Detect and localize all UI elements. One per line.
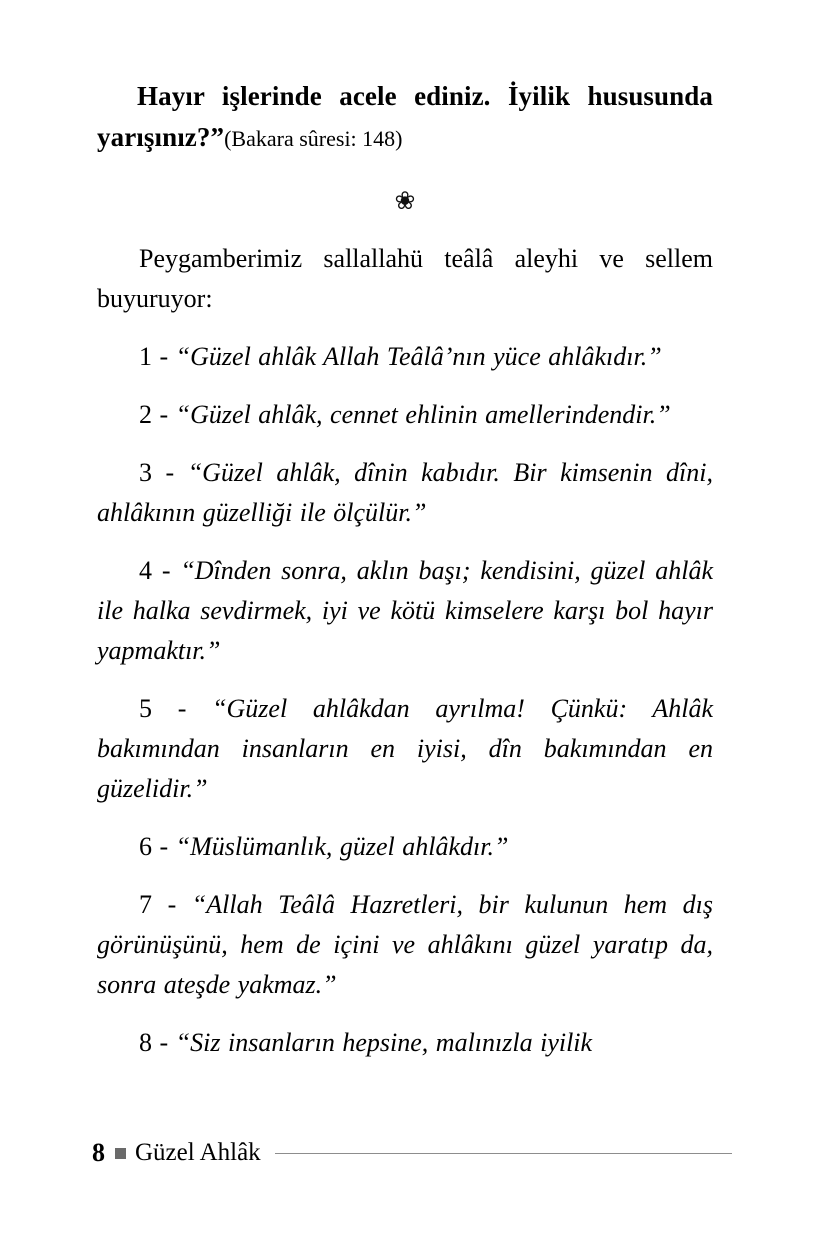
hadith-item-5 <box>97 689 713 809</box>
page-footer <box>92 1138 732 1168</box>
item-text: “Güzel ahlâkdan ayrılma! Çünkü: Ahlâk bakımından insanların en iyisi, dîn bakımından en güzelidir.” <box>97 694 713 803</box>
footer-divider <box>275 1153 732 1154</box>
item-text: “Dînden sonra, aklın başı; kendisini, güzel ahlâk ile halka sevdirmek, iyi ve kötü kimselere karşı bol hayır yapmaktır.” <box>97 556 713 665</box>
heading-text: Hayır işlerinde acele ediniz. İyilik hususunda yarışınız?” <box>97 81 713 152</box>
item-text: “Güzel ahlâk, cennet ehlinin amellerindendir.” <box>175 400 671 429</box>
flower-ornament: ❀ <box>394 188 416 215</box>
square-bullet-icon <box>115 1148 126 1159</box>
heading-citation: (Bakara sûresi: 148) <box>224 126 403 151</box>
intro-paragraph: Peygamberimiz sallallahü teâlâ aleyhi ve sellem buyuruyor: <box>97 244 713 313</box>
item-number: 8 - <box>139 1028 176 1057</box>
item-text: “Güzel ahlâk, dînin kabıdır. Bir kimsenin dîni, ahlâkının güzelliği ile ölçülür.” <box>97 458 713 527</box>
hadith-item-2 <box>97 395 713 435</box>
item-number: 3 - <box>139 458 188 487</box>
footer-page-number: 8 <box>92 1138 105 1167</box>
item-number: 5 - <box>139 694 213 723</box>
item-number: 6 - <box>139 832 176 861</box>
item-text: “Allah Teâlâ Hazretleri, bir kulunun hem dış görünüşünü, hem de içini ve ahlâkını güzel yaratıp da, sonra ateşde yakmaz.” <box>97 890 713 999</box>
item-text: “Müslümanlık, güzel ahlâkdır.” <box>175 832 509 861</box>
item-number: 2 - <box>139 400 176 429</box>
footer-book-title: Güzel Ahlâk <box>135 1139 261 1166</box>
hadith-item-1 <box>97 337 713 377</box>
text-column <box>97 76 713 1063</box>
item-text: “Güzel ahlâk Allah Teâlâ’nın yüce ahlâkıdır.” <box>175 342 662 371</box>
hadith-item-8 <box>97 1023 713 1063</box>
page-heading <box>97 76 713 159</box>
item-number: 7 - <box>139 890 192 919</box>
hadith-item-7 <box>97 885 713 1005</box>
hadith-item-3 <box>97 453 713 533</box>
item-number: 4 - <box>139 556 181 585</box>
item-text: “Siz insanların hepsine, malınızla iyilik <box>175 1028 593 1057</box>
hadith-item-4 <box>97 551 713 671</box>
hadith-item-6 <box>97 827 713 867</box>
item-number: 1 - <box>139 342 176 371</box>
